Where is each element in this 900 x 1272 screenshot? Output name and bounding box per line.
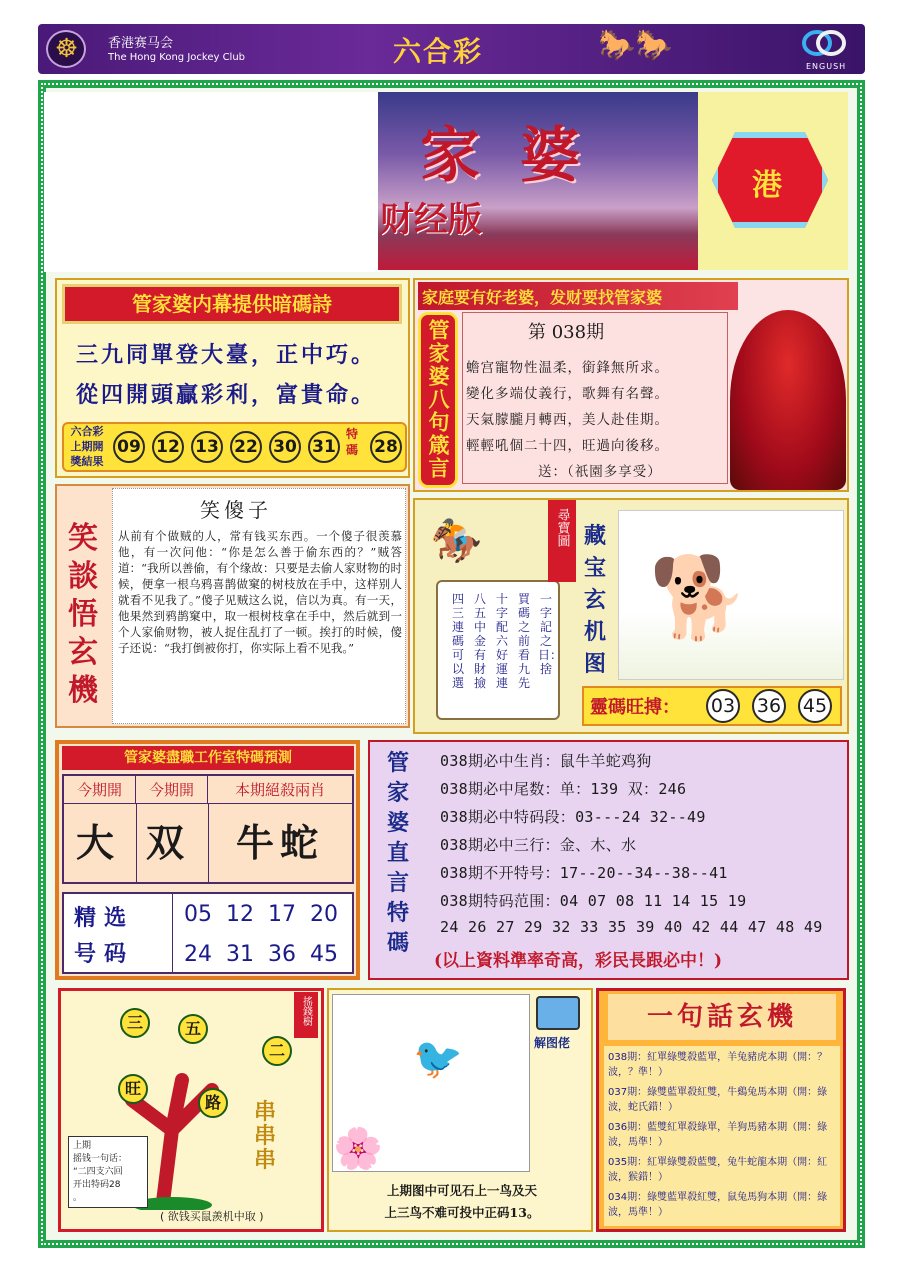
picture-riddle-caption	[336, 1180, 588, 1224]
scroll-column: 一字記之日：捨	[538, 592, 563, 676]
pick-number: 31	[226, 942, 254, 967]
forecast-header-text: 管家婆盡職工作室特碼預測	[124, 750, 292, 766]
tip-line: 038期特码范围：04 07 08 11 14 15 19	[440, 892, 747, 910]
result-ball: 22	[230, 431, 262, 463]
joke-title: 笑傻子	[200, 498, 272, 522]
banner-title: 家婆	[420, 121, 620, 191]
forecast-col-3: 本期絕殺兩肖	[208, 776, 352, 804]
tip-line: 038期必中特码段：03---24 32--49	[440, 808, 706, 826]
last-results-label	[64, 424, 110, 469]
tree-ball: 二	[262, 1036, 292, 1066]
direct-tips-footer: (以上資料準率奇高，彩民長跟必中！)	[434, 951, 723, 971]
grid-divider	[136, 804, 137, 882]
one-line-riddle-title	[608, 994, 836, 1040]
riddle-item: 038期：紅單綠雙殺藍單，羊兔豬虎本期（開：？波，？準！）	[608, 1052, 828, 1078]
pick-number: 45	[310, 942, 338, 967]
riddle-item: 035期：紅單綠雙殺藍雙，兔牛蛇龍本期（開：紅波，猴錯！）	[608, 1157, 828, 1183]
poem-line-1: 三九同單登大臺，正中巧。	[76, 342, 377, 368]
poem-header	[62, 284, 402, 324]
forecast-col-1: 今期開	[64, 776, 136, 804]
note-line: “二四支六回	[73, 1167, 123, 1177]
tip-line: 038期必中生肖：鼠牛羊蛇鸡狗	[440, 752, 652, 770]
grid-divider	[172, 892, 173, 974]
riddle-item: 037期：綠雙藍單殺紅雙，牛鷄兔馬本期（開：綠波，蛇氏錯！）	[608, 1087, 828, 1113]
saying-line: 天氣朦朧月轉西，美人赴佳期。	[466, 412, 669, 428]
note-line: 。	[73, 1193, 83, 1203]
riddle-item: 036期：藍雙紅單殺綠單，羊狗馬豬本期（開：綠波，馬準！）	[608, 1122, 828, 1148]
money-tree-note	[68, 1136, 148, 1208]
joke-body: 从前有个做贼的人，常有钱买东西。一个傻子很羡慕他，有一次问他：“你是怎么善于偷东西的？”贼答道：“我所以善偷，有个缘故：只要是去偷人家财物的时候，便拿一根乌鸦喜鹊做窠的树枝放在手中，这样别人就看不见我了。”傻子见贼这么说，信以为真。有一天，他果然到鸦鹊窠中，取一根树枝拿在手中，然后就到一个人家偷财物，被人捉住乱打了一顿。挨打的时候，傻子还说：“我打倒被你打，你实际上看不见我。”	[118, 529, 402, 655]
forecast-kill-zodiac: 牛蛇	[236, 820, 325, 865]
results-label-line: 六合彩	[70, 425, 104, 438]
banner-blank-area	[44, 92, 380, 272]
poem-header-label: 管家婆内幕提供暗碼詩	[132, 292, 332, 316]
result-ball: 13	[191, 431, 223, 463]
money-tree-footer: ( 欲钱买鼠羨机中取 )	[160, 1210, 264, 1223]
bride-image	[730, 310, 846, 490]
pick-number: 12	[226, 902, 254, 927]
note-line: 开出特码28	[73, 1180, 121, 1190]
tree-ball: 三	[120, 1008, 150, 1038]
eight-sayings-vertical-label: 管家婆八句箴言	[426, 319, 451, 480]
treasure-hunt-text: 尋寶圖	[554, 508, 570, 547]
saying-line: 蟾宫寵物性温柔，銜鋒無所求。	[466, 360, 669, 376]
saying-line: 輕輕吼個二十四，旺過向後移。	[466, 438, 669, 454]
treasure-hunt-label	[548, 500, 576, 582]
saying-line: 送：（祇園多享受）	[538, 464, 662, 480]
tree-ball: 路	[198, 1088, 228, 1118]
saying-line: 變化多端仗義行，歌舞有名聲。	[466, 386, 669, 402]
direct-tips-vertical-title: 管家婆直言特碼	[386, 750, 409, 956]
pick-number: 24	[184, 942, 212, 967]
result-ball: 12	[152, 431, 184, 463]
forecast-big-small: 大	[76, 820, 121, 865]
treasure-map-image	[618, 510, 844, 680]
special-number-label: 特碼	[346, 427, 359, 457]
coins-icon: 串串串	[254, 1099, 277, 1173]
decode-label: 解图佬	[534, 1036, 571, 1050]
joke-vertical-title: 笑談悟玄機	[68, 521, 98, 708]
lantern-label: 港	[752, 168, 782, 203]
grid-divider	[208, 804, 209, 882]
riddle-item: 034期：綠雙藍單殺紅雙，鼠兔馬狗本期（開：綠波，馬準！）	[608, 1192, 828, 1218]
forecast-header	[62, 746, 354, 770]
note-line: 摇钱一句话：	[73, 1154, 128, 1164]
jockey-club-logo[interactable]	[46, 30, 86, 68]
page-title: 六合彩	[393, 35, 484, 68]
tip-line: 24 26 27 29 32 33 35 39 40 42 44 47 48 49	[440, 918, 823, 936]
results-label-line: 上期開	[70, 440, 104, 453]
result-ball: 30	[269, 431, 301, 463]
lucky-numbers-label: 靈碼旺搏：	[590, 697, 680, 718]
pick-number: 05	[184, 902, 212, 927]
racehorse-icon: 🏇	[430, 516, 483, 565]
eight-sayings-banner-text: 家庭要有好老婆，发财要找管家婆	[422, 288, 663, 307]
eight-sayings-vertical-title	[418, 312, 458, 488]
caption-line: 上期图中可见石上一鸟及天	[386, 1183, 537, 1198]
bird-icon: 🐦	[413, 1036, 463, 1082]
rings-icon[interactable]	[800, 28, 848, 58]
result-ball: 09	[113, 431, 145, 463]
dog-icon: 🐕	[649, 551, 749, 644]
tree-ball: 五	[178, 1014, 208, 1044]
special-ball: 28	[370, 431, 402, 463]
lucky-ball: 45	[798, 689, 832, 723]
note-line: 上期	[73, 1141, 92, 1151]
club-name-zh: 香港赛马会	[108, 36, 174, 51]
scroll-column: 十字配六好運連	[495, 592, 508, 690]
issue-number: 第 038期	[528, 322, 605, 343]
lucky-ball: 36	[752, 689, 786, 723]
scroll-column: 四三連碼可以選	[451, 592, 464, 690]
decode-icon[interactable]	[536, 996, 580, 1030]
bird-painting	[332, 994, 530, 1172]
money-tree-label	[294, 992, 318, 1038]
tip-line: 038期必中三行：金、木、水	[440, 836, 637, 854]
banner-subtitle: 财经版	[380, 200, 482, 240]
direct-tips-panel	[368, 740, 849, 980]
scroll-column: 買碼之前看九先	[517, 592, 530, 690]
caption-line: 上三鸟不难可投中正码13。	[384, 1205, 540, 1220]
tip-line: 038期必中尾数：单：139 双：246	[440, 780, 687, 798]
lucky-ball: 03	[706, 689, 740, 723]
results-label-line: 獎結果	[70, 455, 104, 468]
english-link[interactable]: ENGUSH	[806, 62, 847, 71]
tip-line: 038期不开特号：17--20--34--38--41	[440, 864, 728, 882]
pick-number: 20	[310, 902, 338, 927]
money-tree-label-text: 搖錢樹	[300, 996, 312, 1026]
tree-ball: 旺	[118, 1074, 148, 1104]
picks-label: 精选号码	[74, 905, 135, 967]
forecast-odd-even: 双	[146, 820, 191, 865]
pick-number: 17	[268, 902, 296, 927]
result-ball: 31	[308, 431, 340, 463]
one-line-riddle-title-text: 一句話玄機	[646, 1002, 797, 1032]
poem-line-2: 從四開頭贏彩利，富貴命。	[76, 382, 377, 408]
forecast-col-2: 今期開	[136, 776, 208, 804]
pick-number: 36	[268, 942, 296, 967]
racing-horses-icon: 🐎🐎	[598, 28, 673, 63]
scroll-column: 八五中金有財撿	[473, 592, 486, 690]
club-name-en: The Hong Kong Jockey Club	[108, 52, 246, 63]
treasure-map-title: 藏宝玄机图	[583, 523, 606, 677]
flower-branch-icon: 🌸	[333, 1126, 383, 1172]
